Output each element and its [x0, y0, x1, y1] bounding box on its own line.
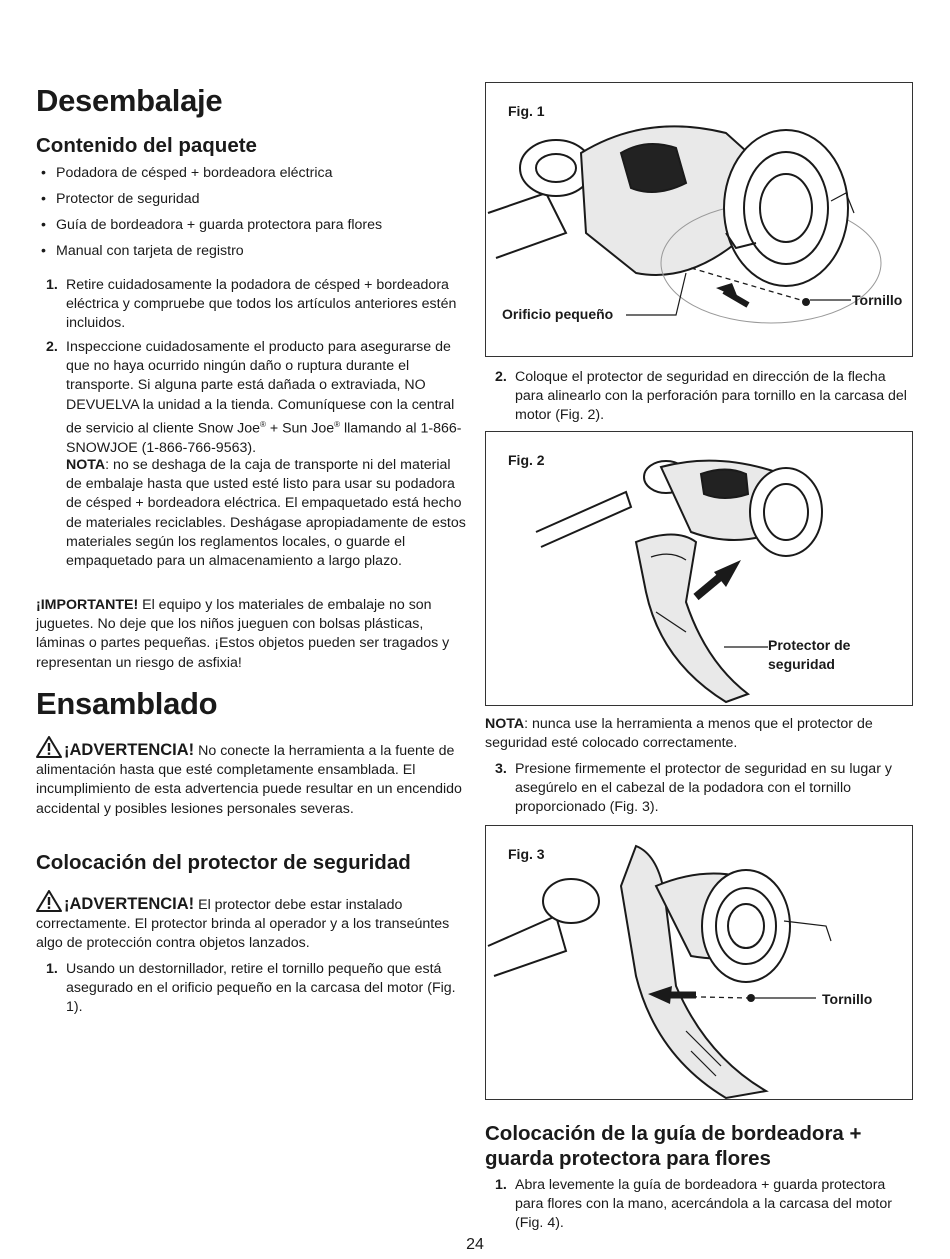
- guard-step-3: [495, 760, 915, 818]
- callout-safety-guard: Protector de seguridad: [768, 637, 851, 672]
- step-number: 2.: [46, 339, 58, 355]
- warning-triangle-icon: [36, 890, 62, 912]
- guard-step-2: [495, 368, 915, 426]
- figure-3: [485, 825, 913, 1100]
- warning-label: ¡ADVERTENCIA!: [64, 741, 195, 759]
- step-text: Coloque el protector de seguridad en dirección de la flecha para alinearlo con la perforación para tornillo en la carcasa del motor (Fig. 2).: [515, 369, 907, 424]
- list-item: • Guía de bordeadora + guarda protectora para flores: [36, 216, 468, 242]
- step-number: 2.: [495, 369, 507, 385]
- step-number: 1.: [46, 961, 58, 977]
- step-text: Retire cuidadosamente la podadora de césped + bordeadora eléctrica y compruebe que todos los artículos anteriores estén incluidos.: [66, 277, 457, 332]
- figure-1: [485, 82, 913, 357]
- callout-screw: Tornillo: [822, 991, 873, 1007]
- warning-text: El protector debe estar instalado correctamente. El protector brinda al operador y a los transeúntes algo de protección contra objetos lanzados.: [36, 897, 450, 952]
- warning-triangle-icon: [36, 736, 62, 758]
- note-label: NOTA: [66, 457, 106, 473]
- step-text-phone: llamando al 1-866-SNOWJOE (1-866-766-9563).: [66, 420, 462, 456]
- figure-2: [485, 431, 913, 706]
- figure-label: Fig. 1: [508, 103, 545, 119]
- important-text: El equipo y los materiales de embalaje no son juguetes. No deje que los niños jueguen con bolsas plásticas, láminas o partes pequeñas. ¡Estos objetos pueden ser tragados y representan un riesgo de asfixia!: [36, 597, 450, 671]
- step-text: Inspeccione cuidadosamente el producto para asegurarse de que no haya ocurrido ningún daño o ruptura durante el transporte. Si alguna parte está dañada o extraviada, NO DEVUELVA la unidad a la tienda. Comuníquese con la central de servicio al cliente Snow Joe: [66, 339, 455, 437]
- registered-mark: ®: [260, 419, 266, 429]
- list-item: • Podadora de césped + bordeadora eléctrica: [36, 164, 468, 190]
- unpack-step-1: [46, 276, 468, 334]
- callout-small-hole: Orificio pequeño: [502, 306, 614, 322]
- heading-safety-guard: Colocación del protector de seguridad: [36, 851, 411, 874]
- heading-edge-guide: Colocación de la guía de bordeadora + guarda protectora para flores: [485, 1122, 862, 1170]
- step-number: 3.: [495, 761, 507, 777]
- page-number: 24: [466, 1236, 484, 1253]
- registered-mark: ®: [334, 419, 341, 429]
- list-item: • Protector de seguridad: [36, 190, 468, 216]
- figure-label: Fig. 2: [508, 452, 545, 468]
- step-text: Presione firmemente el protector de seguridad en su lugar y asegúrelo en el cabezal de la podadora con el tornillo proporcionado (Fig. 3).: [515, 761, 892, 816]
- important-notice: [36, 596, 468, 673]
- heading-assembly: Ensamblado: [36, 686, 218, 721]
- step-number: 1.: [495, 1177, 507, 1193]
- step-number: 1.: [46, 277, 58, 293]
- note-text: : nunca use la herramienta a menos que el protector de seguridad esté colocado correctamente.: [485, 716, 873, 752]
- guard-warning: [36, 890, 468, 954]
- unpack-note: [66, 456, 468, 571]
- step-text: Usando un destornillador, retire el tornillo pequeño que está asegurado en el orificio pequeño en la carcasa del motor (Fig. 1).: [66, 961, 456, 1016]
- list-item: • Manual con tarjeta de registro: [36, 242, 468, 268]
- figure-label: Fig. 3: [508, 846, 545, 862]
- warning-label: ¡ADVERTENCIA!: [64, 895, 195, 913]
- guard-screw-illustration: [486, 826, 914, 1101]
- note-text: : no se deshaga de la caja de transporte ni del material de embalaje hasta que usted esté listo para usar su podadora de césped + bordeadora eléctrica. El empaquetado está hecho de materiales reciclables. Deshágase apropiadamente de estos materiales según los reglamentos locales, o guarde el empaquetado para un almacenamiento a largo plazo.: [66, 457, 466, 570]
- heading-unpacking: Desembalaje: [36, 83, 223, 118]
- warning-text: No conecte la herramienta a la fuente de alimentación hasta que esté completamente ensamblada. El incumplimiento de esta advertencia puede resultar en un encendido accidental y posibles lesiones personales severas.: [36, 743, 462, 817]
- heading-package-contents: Contenido del paquete: [36, 134, 257, 157]
- assembly-warning: [36, 736, 468, 819]
- step-text-sun-joe: + Sun Joe: [265, 420, 335, 437]
- unpack-step-2: [46, 338, 468, 458]
- step-text: Abra levemente la guía de bordeadora + guarda protectora para flores con la mano, acercándola a la carcasa del motor (Fig. 4).: [515, 1177, 892, 1232]
- edge-guide-step-1: [495, 1176, 915, 1234]
- guard-note: [485, 715, 915, 753]
- note-label: NOTA: [485, 716, 525, 732]
- guard-step-1: [46, 960, 468, 1018]
- package-contents-list: [36, 164, 468, 268]
- callout-screw: Tornillo: [852, 292, 903, 308]
- important-label: ¡IMPORTANTE!: [36, 597, 139, 613]
